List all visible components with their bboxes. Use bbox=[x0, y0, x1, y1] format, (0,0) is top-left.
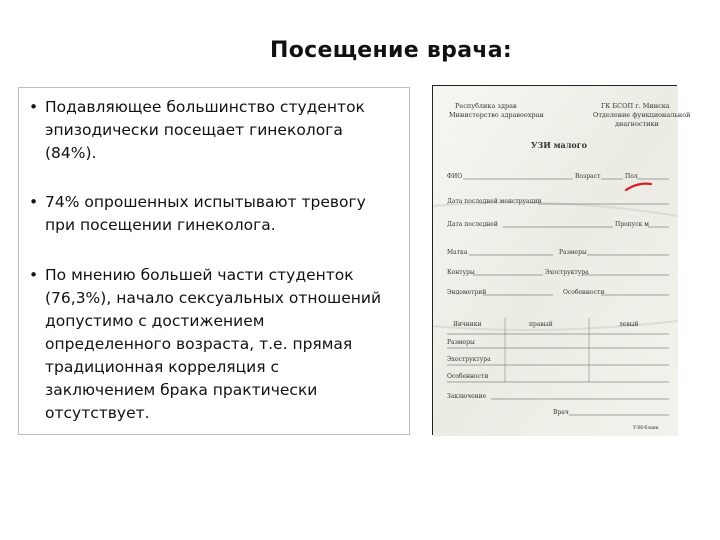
bullet-text: 74% опрошенных испытывают тревогу при посещении гинеколога. bbox=[45, 193, 366, 234]
form-header-right-3: диагностики bbox=[615, 120, 659, 128]
form-label-osobennosti-2: Особенности bbox=[447, 373, 489, 380]
bullet-marker: • bbox=[29, 98, 39, 116]
bullet-text: Подавляющее большинство студенток эпизодически посещает гинеколога (84%). bbox=[45, 98, 365, 162]
form-label-yaichniki: Яичники bbox=[453, 321, 482, 328]
form-scan bbox=[433, 86, 691, 436]
bullet-text: По мнению большей части студенток (76,3%), начало сексуальных отношений допустимо с достижением определенного возраста, т.е. прямая традиционная корреляция с заключением брака практически отсутствует. bbox=[45, 266, 382, 422]
form-label-razmery: Размеры bbox=[559, 249, 587, 256]
form-label-osobennosti: Особенности bbox=[563, 289, 605, 296]
form-label-row3b: Пропуск м bbox=[615, 221, 649, 228]
form-header-left-1: Республика здрав bbox=[455, 102, 517, 110]
bullet-marker: • bbox=[29, 266, 39, 284]
form-label-sex: Пол bbox=[625, 173, 638, 180]
bullet-text-box bbox=[18, 87, 410, 435]
form-label-razmery-2: Размеры bbox=[447, 339, 475, 346]
form-footer: УЗИ-бланк bbox=[633, 426, 659, 431]
form-label-matka: Матка bbox=[447, 249, 468, 256]
form-label-ehostruktura-2: Эхоструктура bbox=[447, 356, 491, 363]
form-label-row3: Дата последней bbox=[447, 221, 498, 228]
form-label-pravyj: правый bbox=[529, 321, 553, 328]
form-label-age: Возраст bbox=[575, 173, 601, 180]
form-label-kontury: Контуры bbox=[447, 269, 475, 276]
bullet-marker: • bbox=[29, 193, 39, 211]
form-header-right-2: Отделение функциональной bbox=[593, 111, 691, 119]
form-label-fio: ФИО bbox=[447, 173, 463, 180]
form-header-left-2: Министерство здравоохран bbox=[449, 111, 544, 119]
form-heading: УЗИ малого bbox=[531, 140, 587, 150]
ultrasound-form-image bbox=[432, 85, 691, 435]
form-header-right-1: ГК БСОП г. Минска bbox=[601, 102, 670, 110]
form-label-vrach: Врач bbox=[553, 409, 569, 416]
form-label-endometry: Эндометрий bbox=[447, 289, 487, 296]
form-label-levyj: левый bbox=[619, 321, 639, 328]
form-label-zaklyuchenie: Заключение bbox=[447, 393, 487, 400]
form-label-row2: Дата последней менструации bbox=[447, 198, 542, 205]
slide-title: Посещение врача: bbox=[270, 38, 512, 63]
form-label-ehostruktura: Эхоструктура bbox=[545, 269, 589, 276]
